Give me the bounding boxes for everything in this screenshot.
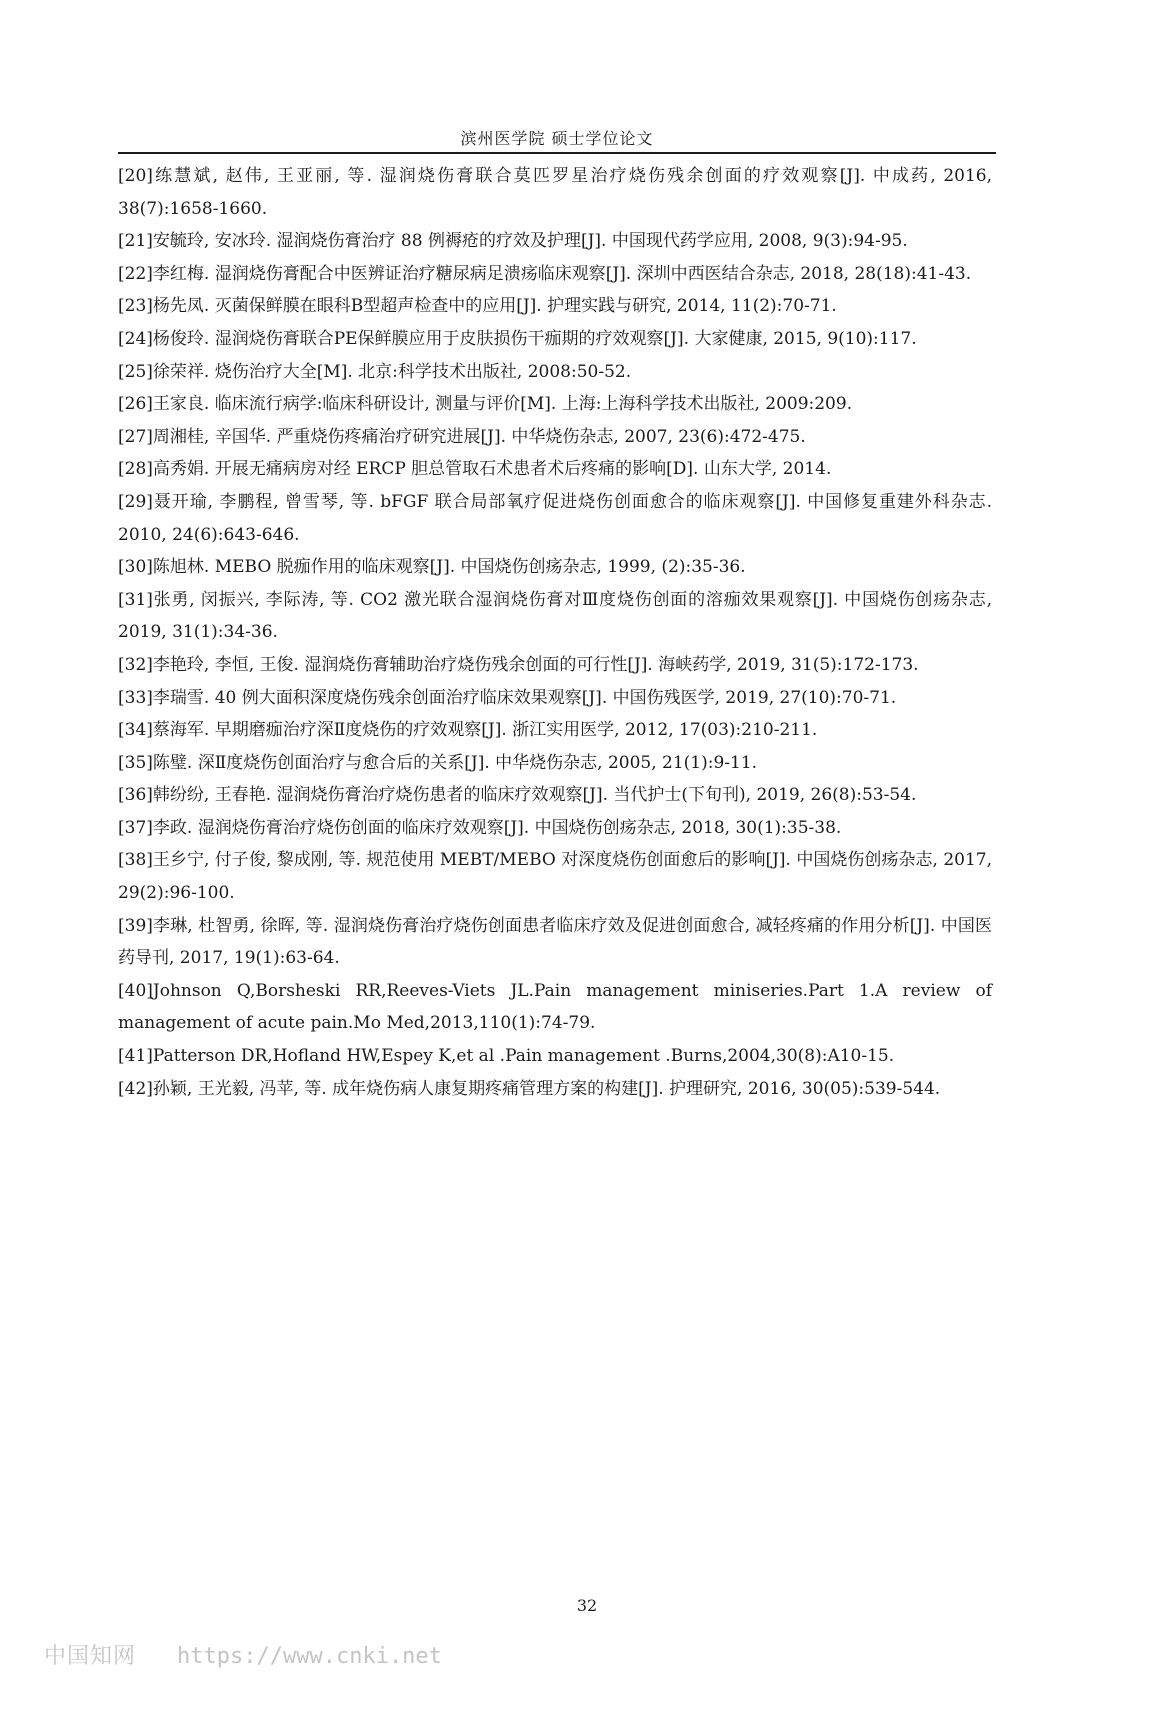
reference-27: [27]周湘桂, 辛国华. 严重烧伤疼痛治疗研究进展[J]. 中华烧伤杂志, 2007, 23(6):472-475. — [118, 426, 806, 447]
reference-28: [28]高秀娟. 开展无痛病房对经 ERCP 胆总管取石术患者术后疼痛的影响[D]. 山东大学, 2014. — [118, 459, 832, 480]
reference-23: [23]杨先凤. 灭菌保鲜膜在眼科B型超声检查中的应用[J]. 护理实践与研究, 2014, 11(2):70-71. — [118, 296, 837, 317]
reference-30: [30]陈旭林. MEBO 脱痂作用的临床观察[J]. 中国烧伤创疡杂志, 1999, (2):35-36. — [118, 557, 746, 578]
reference-33: [33]李瑞雪. 40 例大面积深度烧伤残余创面治疗临床效果观察[J]. 中国伤残医学, 2019, 27(10):70-71. — [118, 687, 897, 708]
reference-31: [31]张勇, 闵振兴, 李际涛, 等. CO2 激光联合湿润烧伤膏对Ⅲ度烧伤创面的溶痂效果观察[J]. 中国烧伤创疡杂志, 2019, 31(1):34-36. — [118, 589, 992, 643]
reference-36: [36]韩纷纷, 王春艳. 湿润烧伤膏治疗烧伤患者的临床疗效观察[J]. 当代护士(下旬刊), 2019, 26(8):53-54. — [118, 785, 917, 806]
running-header: 滨州医学院 硕士学位论文 — [460, 129, 654, 148]
reference-40: [40]Johnson Q,Borsheski RR,Reeves-Viets JL.Pain management miniseries.Part 1.A review of management of acute pain.Mo Med,2013,110(1):74-79. — [118, 980, 992, 1034]
reference-25: [25]徐荣祥. 烧伤治疗大全[M]. 北京:科学技术出版社, 2008:50-52. — [118, 361, 632, 382]
reference-32: [32]李艳玲, 李恒, 王俊. 湿润烧伤膏辅助治疗烧伤残余创面的可行性[J]. 海峡药学, 2019, 31(5):172-173. — [118, 654, 919, 675]
reference-22: [22]李红梅. 湿润烧伤膏配合中医辨证治疗糖尿病足溃疡临床观察[J]. 深圳中西医结合杂志, 2018, 28(18):41-43. — [118, 263, 972, 284]
page-number: 32 — [576, 1596, 598, 1615]
reference-26: [26]王家良. 临床流行病学:临床科研设计, 测量与评价[M]. 上海:上海科学技术出版社, 2009:209. — [118, 394, 853, 415]
reference-41: [41]Patterson DR,Hofland HW,Espey K,et al .Pain management .Burns,2004,30(8):A10-15. — [118, 1046, 895, 1067]
reference-list — [118, 160, 992, 1105]
reference-42: [42]孙颖, 王光毅, 冯苹, 等. 成年烧伤病人康复期疼痛管理方案的构建[J]. 护理研究, 2016, 30(05):539-544. — [118, 1078, 941, 1099]
reference-35: [35]陈璧. 深Ⅱ度烧伤创面治疗与愈合后的关系[J]. 中华烧伤杂志, 2005, 21(1):9-11. — [118, 752, 758, 773]
watermark-name: 中国知网 — [44, 1644, 137, 1669]
reference-24: [24]杨俊玲. 湿润烧伤膏联合PE保鲜膜应用于皮肤损伤干痂期的疗效观察[J]. 大家健康, 2015, 9(10):117. — [118, 328, 917, 349]
reference-21: [21]安毓玲, 安冰玲. 湿润烧伤膏治疗 88 例褥疮的疗效及护理[J]. 中国现代药学应用, 2008, 9(3):94-95. — [118, 231, 908, 252]
reference-20: [20]练慧斌, 赵伟, 王亚丽, 等. 湿润烧伤膏联合莫匹罗星治疗烧伤残余创面的疗效观察[J]. 中成药, 2016, 38(7):1658-1660. — [118, 166, 992, 219]
cnki-watermark — [44, 1643, 442, 1671]
watermark-url: https://www.cnki.net — [177, 1644, 442, 1669]
reference-37: [37]李政. 湿润烧伤膏治疗烧伤创面的临床疗效观察[J]. 中国烧伤创疡杂志, 2018, 30(1):35-38. — [118, 817, 842, 838]
reference-39: [39]李琳, 杜智勇, 徐晖, 等. 湿润烧伤膏治疗烧伤创面患者临床疗效及促进创面愈合, 减轻疼痛的作用分析[J]. 中国医药导刊, 2017, 19(1):63-64. — [118, 915, 992, 969]
reference-38: [38]王乡宁, 付子俊, 黎成刚, 等. 规范使用 MEBT/MEBO 对深度烧伤创面愈后的影响[J]. 中国烧伤创疡杂志, 2017, 29(2):96-100. — [118, 850, 992, 904]
header-rule — [118, 152, 996, 154]
reference-29: [29]聂开瑜, 李鹏程, 曾雪琴, 等. bFGF 联合局部氧疗促进烧伤创面愈合的临床观察[J]. 中国修复重建外科杂志. 2010, 24(6):643-646. — [118, 491, 992, 545]
reference-34: [34]蔡海军. 早期磨痂治疗深Ⅱ度烧伤的疗效观察[J]. 浙江实用医学, 2012, 17(03):210-211. — [118, 720, 818, 741]
